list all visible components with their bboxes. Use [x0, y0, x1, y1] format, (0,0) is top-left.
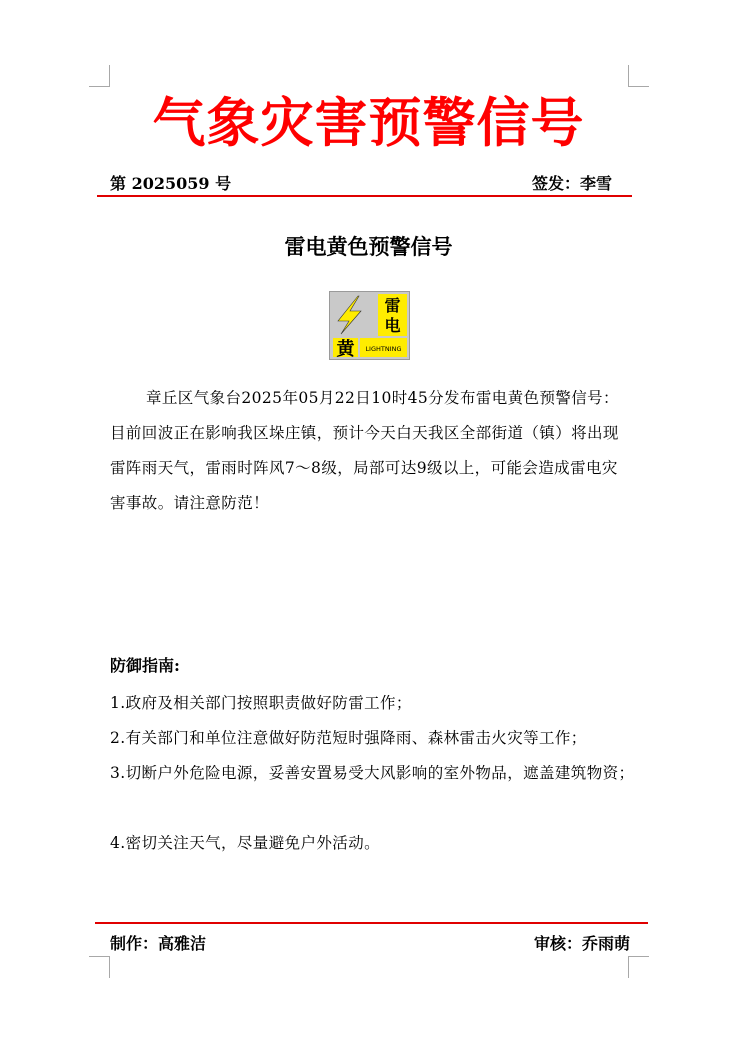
warning-paragraph: 章丘区气象台2025年05月22日10时45分发布雷电黄色预警信号：目前回波正在影响我区垛庄镇，预计今天白天我区全部街道（镇）将出现雷阵雨天气，雷雨时阵风7～8级，局部可达9级以上，可能会造成雷电灾害事故。请注意防范！: [110, 389, 619, 512]
issue-number: 第 2025059 号: [110, 174, 232, 193]
signal-title: 雷电黄色预警信号: [284, 234, 453, 259]
signer: 签发：李雪: [531, 174, 612, 193]
reviewer: 审核：乔雨萌: [533, 934, 630, 953]
lightning-yellow-warning-icon: [329, 291, 410, 360]
document-title: 气象灾害预警信号: [152, 93, 585, 154]
guide-item: 1.政府及相关部门按照职责做好防雷工作；: [110, 694, 412, 712]
icon-level-glyph: 黄: [336, 339, 355, 360]
guide-item: 3.切断户外危险电源，妥善安置易受大风影响的室外物品，遮盖建筑物资；: [110, 764, 635, 782]
footer-red-rule: [95, 922, 648, 924]
icon-glyph-mid: 电: [384, 316, 401, 335]
guide-item: 4.密切关注天气，尽量避免户外活动。: [110, 834, 380, 852]
header-red-rule: [97, 195, 632, 197]
guide-heading: 防御指南:: [110, 656, 180, 675]
icon-label-en: LIGHTNING: [365, 345, 402, 353]
icon-glyph-top: 雷: [384, 296, 401, 315]
maker: 制作：高雅洁: [110, 934, 207, 953]
guide-item: 2.有关部门和单位注意做好防范短时强降雨、森林雷击火灾等工作；: [110, 729, 587, 747]
warning-icon-graphic: [329, 291, 410, 360]
